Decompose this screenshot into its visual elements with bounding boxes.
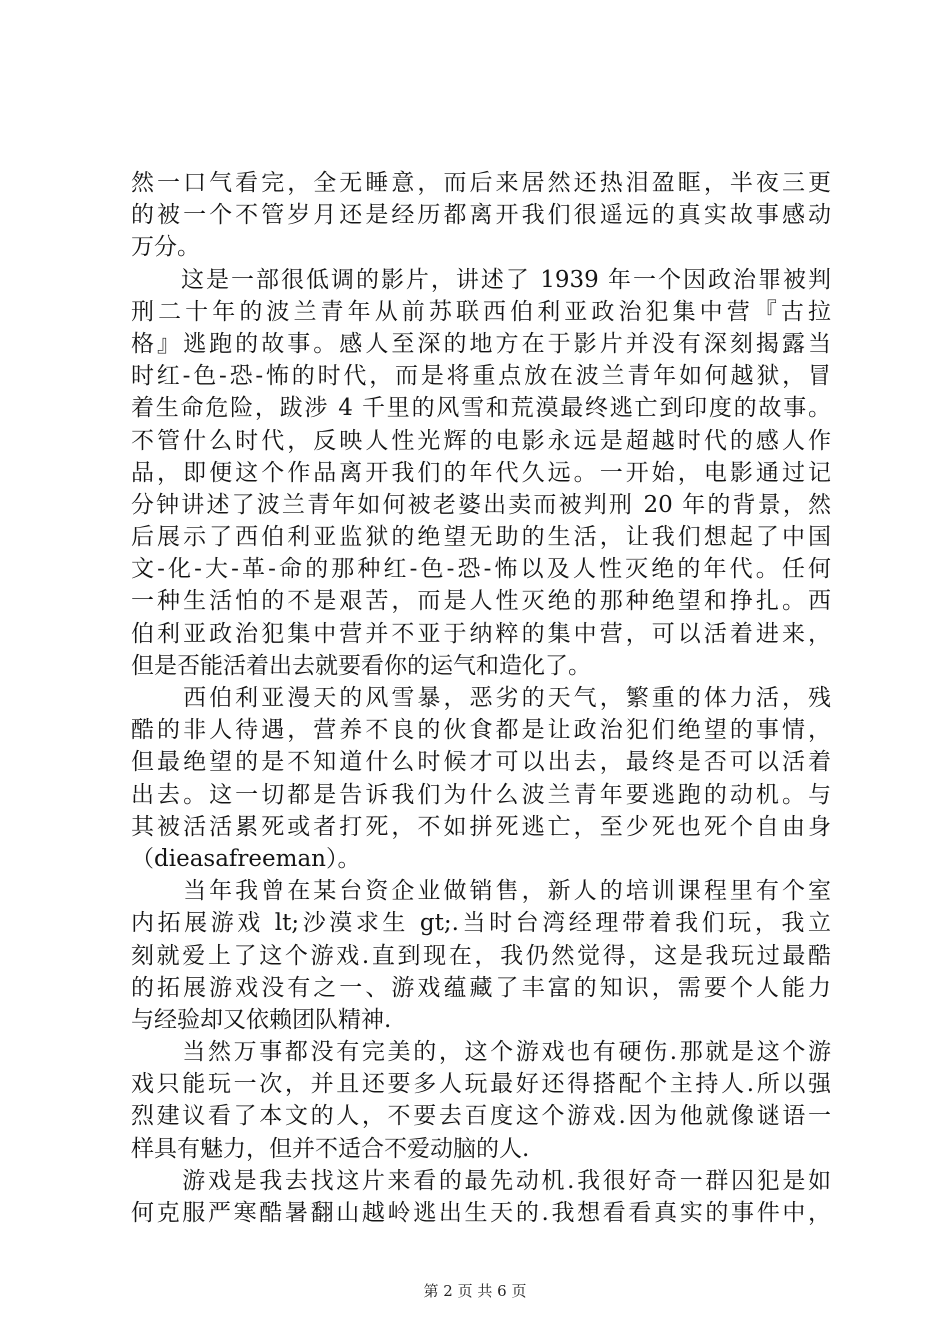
text-line: （dieasafreeman）。 [131,845,361,872]
text-line: 分钟讲述了波兰青年如何被老婆出卖而被判刑 20 年的背景，然 [131,491,831,518]
text-line: 一种生活怕的不是艰苦，而是人性灭绝的那种绝望和挣扎。西 [131,588,831,615]
text-line: 品，即便这个作品离开我们的年代久远。一开始，电影通过记 [131,459,831,486]
text-line: 的拓展游戏没有之一、游戏蕴藏了丰富的知识，需要个人能力 [131,974,831,1001]
text-line: 西伯利亚漫天的风雪暴，恶劣的天气，繁重的体力活，残 [131,685,831,711]
page-footer: 第 2 页 共 6 页 [423,1282,527,1300]
text-line: 样具有魅力，但并不适合不爱动脑的人. [131,1135,530,1162]
text-line: 时红-色-恐-怖的时代，而是将重点放在波兰青年如何越狱，冒 [131,363,831,390]
text-line: 这是一部很低调的影片，讲述了 1939 年一个因政治罪被判 [131,266,831,293]
text-line: 后展示了西伯利亚监狱的绝望无助的生活，让我们想起了中国 [131,524,831,551]
text-line: 出去。这一切都是告诉我们为什么波兰青年要逃跑的动机。与 [131,781,831,808]
text-line: 但最绝望的是不知道什么时候才可以出去，最终是否可以活着 [131,749,831,776]
text-line: 刻就爱上了这个游戏.直到现在，我仍然觉得，这是我玩过最酷 [131,942,831,969]
text-line: 格』逃跑的故事。感人至深的地方在于影片并没有深刻揭露当 [131,330,831,357]
text-line: 当年我曾在某台资企业做销售，新人的培训课程里有个室 [131,878,831,905]
text-line: 戏只能玩一次，并且还要多人玩最好还得搭配个主持人.所以强 [131,1071,831,1098]
text-line: 伯利亚政治犯集中营并不亚于纳粹的集中营，可以活着进来， [131,620,831,647]
text-line: 何克服严寒酷暑翻山越岭逃出生天的.我想看看真实的事件中， [131,1200,831,1226]
text-line: 不管什么时代，反映人性光辉的电影永远是超越时代的感人作 [131,427,831,454]
text-line: 酷的非人待遇，营养不良的伙食都是让政治犯们绝望的事情， [131,717,831,744]
text-line: 游戏是我去找这片来看的最先动机.我很好奇一群囚犯是如 [131,1167,831,1194]
text-line: 刑二十年的波兰青年从前苏联西伯利亚政治犯集中营『古拉 [131,298,831,325]
text-line: 着生命危险，跋涉 4 千里的风雪和荒漠最终逃亡到印度的故事。 [131,395,831,422]
text-line: 万分。 [131,234,200,261]
body-text [131,167,831,1229]
text-line: 但是否能活着出去就要看你的运气和造化了。 [131,652,591,679]
text-line: 烈建议看了本文的人，不要去百度这个游戏.因为他就像谜语一 [131,1103,831,1130]
text-line: 与经验却又依赖团队精神. [131,1006,392,1033]
text-line: 的被一个不管岁月还是经历都离开我们很遥远的真实故事感动 [131,202,831,229]
text-line: 然一口气看完，全无睡意，而后来居然还热泪盈眶，半夜三更 [131,170,831,196]
text-line: 其被活活累死或者打死，不如拼死逃亡，至少死也死个自由身 [131,813,831,840]
text-line: 内拓展游戏 lt;沙漠求生 gt;.当时台湾经理带着我们玩，我立 [131,910,831,937]
text-line: 当然万事都没有完美的，这个游戏也有硬伤.那就是这个游 [131,1039,831,1066]
text-line: 文-化-大-革-命的那种红-色-恐-怖以及人性灭绝的年代。任何 [131,556,831,583]
